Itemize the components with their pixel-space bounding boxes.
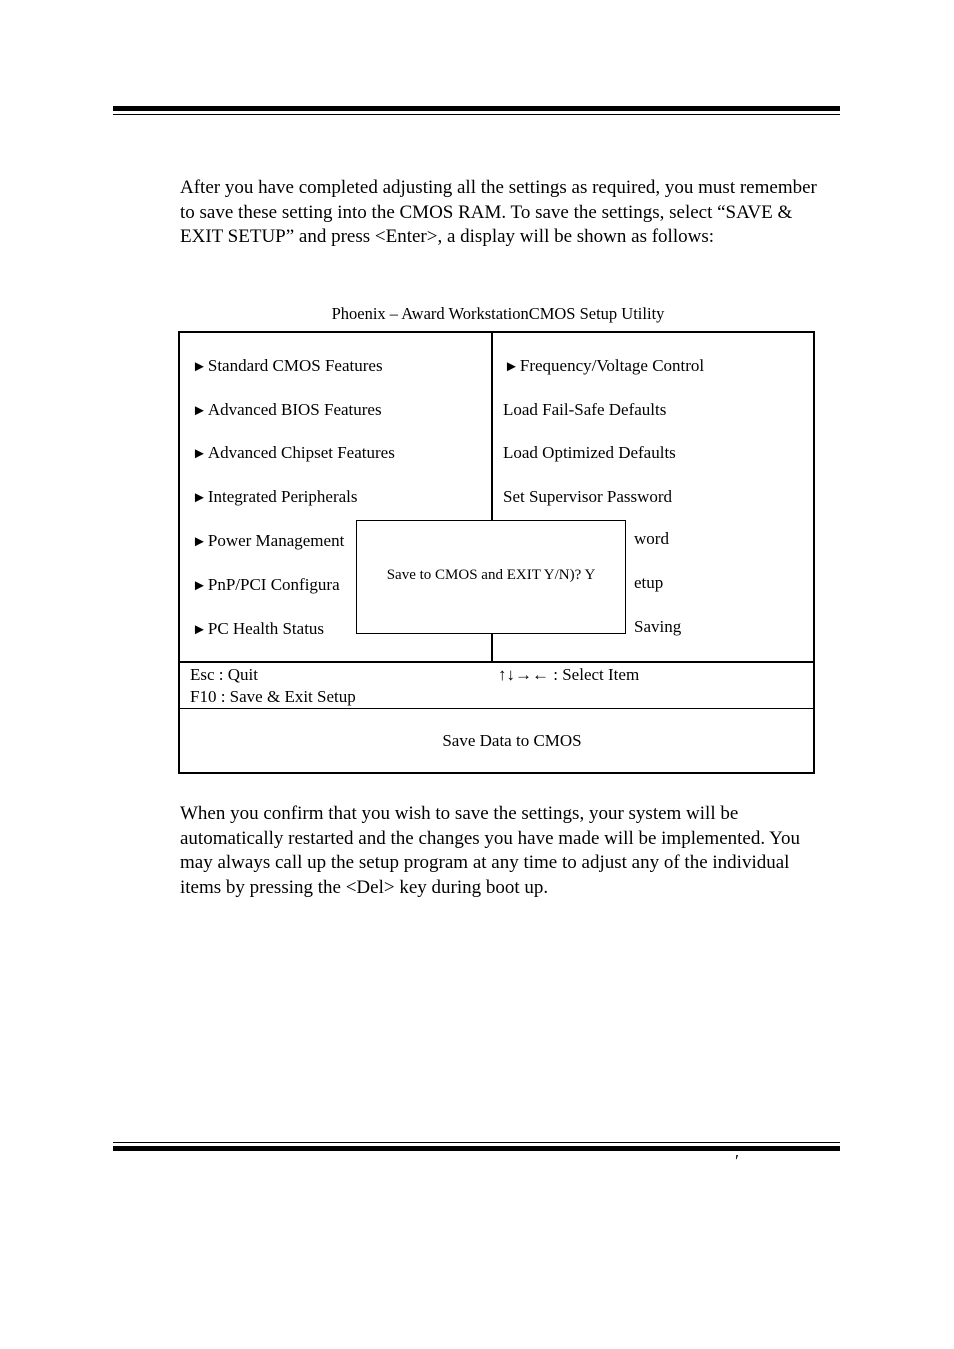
- menu-item-standard-cmos[interactable]: ►Standard CMOS Features: [192, 356, 383, 375]
- bios-caption: Phoenix – Award WorkstationCMOS Setup Utility: [331, 304, 665, 323]
- footer-rule-thick: [113, 1146, 840, 1151]
- menu-item-save-exit-partial[interactable]: etup: [634, 573, 664, 592]
- submenu-arrow-icon: ►: [192, 622, 207, 638]
- dialog-prompt: Save to CMOS and EXIT Y/N)? Y: [386, 567, 596, 583]
- menu-item-power-management[interactable]: ►Power Management: [192, 531, 345, 550]
- bios-menu-bottom-divider: [180, 661, 814, 663]
- menu-item-integrated-peripherals[interactable]: ►Integrated Peripherals: [192, 487, 358, 506]
- menu-item-exit-without-saving-partial[interactable]: Saving: [634, 617, 682, 636]
- menu-item-user-password-partial[interactable]: word: [634, 529, 669, 548]
- submenu-arrow-icon: ►: [192, 578, 207, 594]
- footer-mark: ′: [735, 1151, 739, 1171]
- key-f10-save-exit: F10 : Save & Exit Setup: [190, 687, 356, 706]
- submenu-arrow-icon: ►: [192, 534, 207, 550]
- submenu-arrow-icon: ►: [192, 490, 207, 506]
- submenu-arrow-icon: ►: [192, 446, 207, 462]
- header-rule-thick: [113, 106, 840, 111]
- bios-keys-bottom-divider: [180, 708, 814, 709]
- submenu-arrow-icon: ►: [192, 403, 207, 419]
- key-select-item: ↑↓→← : Select Item: [498, 665, 640, 684]
- menu-item-supervisor-password[interactable]: Set Supervisor Password: [503, 487, 673, 506]
- save-confirm-dialog[interactable]: [356, 520, 626, 634]
- submenu-arrow-icon: ►: [504, 359, 519, 375]
- menu-item-pc-health[interactable]: ►PC Health Status: [192, 619, 325, 638]
- key-esc-quit: Esc : Quit: [190, 665, 258, 684]
- outro-text: When you confirm that you wish to save the settings, your system will be automatically restarted and the changes you have made will be implemented. You may always call up the setup program at any time to adjust any of the individual items by pressing the <Del> key during boot up.: [180, 803, 800, 898]
- header-rule-thin: [113, 114, 840, 115]
- menu-item-pnp-pci[interactable]: ►PnP/PCI Configura: [192, 575, 340, 594]
- intro-text: After you have completed adjusting all the settings as required, you must remember to save these setting into the CMOS RAM. To save the settings, select “SAVE & EXIT SETUP” and press <Enter>, a display will be shown as follows:: [180, 177, 817, 247]
- intro-paragraph: [180, 176, 830, 250]
- menu-item-advanced-chipset[interactable]: ►Advanced Chipset Features: [192, 443, 395, 462]
- footer-rule-thin: [113, 1142, 840, 1143]
- submenu-arrow-icon: ►: [192, 359, 207, 375]
- menu-item-advanced-bios[interactable]: ►Advanced BIOS Features: [192, 400, 382, 419]
- menu-item-frequency-voltage[interactable]: ►Frequency/Voltage Control: [504, 356, 705, 375]
- status-line: Save Data to CMOS: [442, 731, 582, 750]
- menu-item-load-optimized[interactable]: Load Optimized Defaults: [503, 443, 676, 462]
- outro-paragraph: [180, 802, 835, 900]
- menu-item-load-fail-safe[interactable]: Load Fail-Safe Defaults: [503, 400, 667, 419]
